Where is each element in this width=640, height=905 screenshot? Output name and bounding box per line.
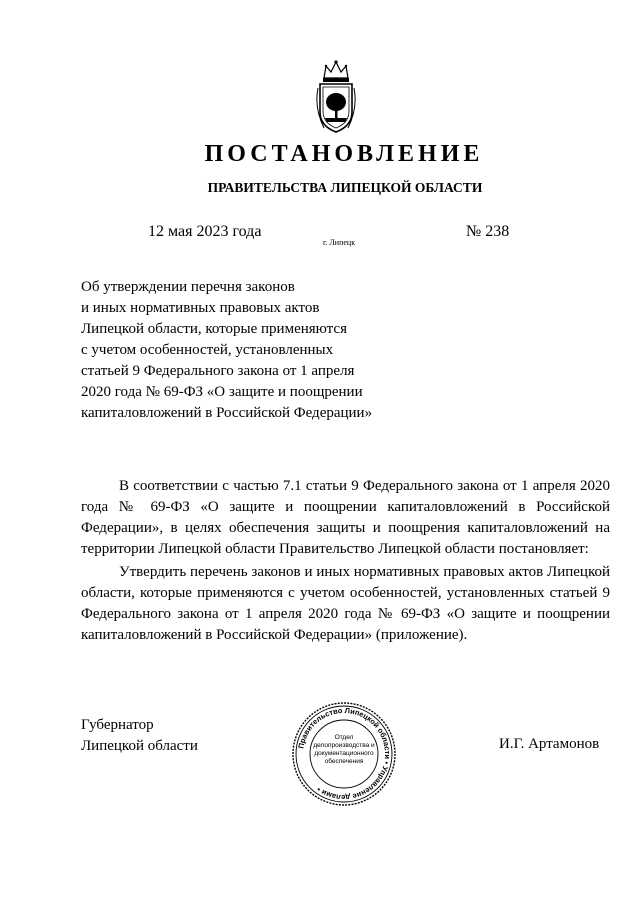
document-type-title: ПОСТАНОВЛЕНИЕ — [204, 141, 484, 167]
body-paragraph: В соответствии с частью 7.1 статьи 9 Федерального закона от 1 апреля 2020 года № 69-ФЗ «О защите и поощрении капиталовложений в Российской Федерации», в целях обеспечения защиты и поощрения капиталовложений на территории Липецкой области Правительство Липецкой области постановляет: — [81, 478, 610, 557]
official-stamp — [291, 701, 397, 807]
stamp-ring-text: Правительство Липецкой области • Управление делами • — [296, 705, 393, 803]
subject-line: с учетом особенностей, установленных — [81, 342, 334, 358]
stamp-line: обеспечения — [324, 758, 364, 765]
document-date: 12 мая 2023 года — [148, 223, 262, 240]
subject-line: статьей 9 Федерального закона от 1 апреля — [81, 363, 355, 379]
subject-line: Липецкой области, которые применяются — [81, 321, 347, 337]
document-number: № 238 — [466, 223, 510, 240]
coat-of-arms-icon — [314, 58, 358, 136]
stamp-line: делопроизводства и — [313, 742, 375, 749]
stamp-center-text — [291, 734, 397, 766]
subject-line: 2020 года № 69-ФЗ «О защите и поощрении — [81, 384, 363, 400]
issuer-name: ПРАВИТЕЛЬСТВА ЛИПЕЦКОЙ ОБЛАСТИ — [207, 180, 483, 195]
stamp-line: Отдел — [334, 734, 354, 741]
signatory-name: И.Г. Артамонов — [499, 736, 600, 752]
stamp-line: документационного — [314, 750, 374, 757]
signatory-title — [81, 715, 198, 757]
document-subject — [81, 277, 401, 424]
document-place: г. Липецк — [323, 238, 356, 247]
signatory-title-line: Липецкой области — [81, 738, 198, 754]
body-paragraph: Утвердить перечень законов и иных нормативных правовых актов Липецкой области, которые применяются с учетом особенностей, установленных статьей 9 Федерального закона от 1 апреля 2020 года № 69-ФЗ «О защите и поощрении капиталовложений в Российской Федерации» (приложение). — [81, 564, 610, 643]
subject-line: и иных нормативных правовых актов — [81, 300, 320, 316]
subject-line: Об утверждении перечня законов — [81, 279, 295, 295]
document-body — [81, 476, 610, 647]
subject-line: капиталовложений в Российской Федерации» — [81, 405, 373, 421]
signatory-title-line: Губернатор — [81, 717, 154, 733]
